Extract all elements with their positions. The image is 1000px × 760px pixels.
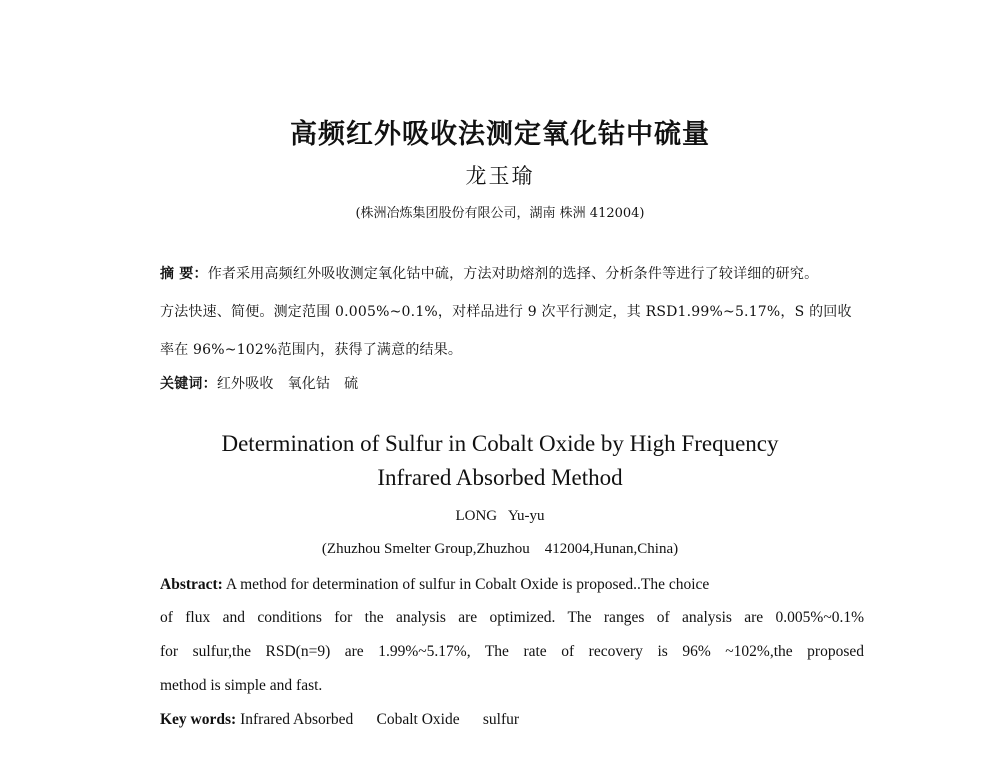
english-affiliation: (Zhuzhou Smelter Group,Zhuzhou 412004,Hunan,China)	[321, 541, 679, 557]
english-abstract-label: Abstract:	[160, 576, 223, 593]
chinese-abstract-line-2: 方法快速、简便。测定范围 0.005%~0.1%，对样品进行 9 次平行测定，其 RSD1.99%~5.17%，S 的回收	[160, 304, 852, 320]
english-keywords-text: Infrared Absorbed Cobalt Oxide sulfur	[240, 711, 520, 728]
english-keywords-label: Key words:	[160, 711, 237, 728]
chinese-keywords	[160, 373, 358, 393]
english-abstract-line-3: for sulfur,the RSD(n=9) are 1.99%~5.17%, The rate of recovery is 96% ~102%,the proposed	[160, 643, 864, 660]
chinese-author: 龙玉瑜	[465, 164, 535, 188]
chinese-abstract-label: 摘 要：	[160, 266, 208, 282]
english-title-line-2: Infrared Absorbed Method	[377, 465, 623, 490]
english-abstract-line-1	[160, 576, 709, 594]
english-author: LONG Yu-yu	[455, 508, 545, 524]
chinese-abstract-line-3: 率在 96%~102%范围内，获得了满意的结果。	[160, 342, 463, 358]
english-abstract-line-2: of flux and conditions for the analysis are optimized. The ranges of analysis are 0.005%~0.1%	[160, 609, 864, 626]
chinese-keywords-text: 红外吸收 氧化钴 硫	[216, 376, 359, 392]
chinese-abstract-text: 作者采用高频红外吸收测定氧化钴中硫，方法对助熔剂的选择、分析条件等进行了较详细的研究。	[207, 266, 819, 282]
english-abstract-line-4: method is simple and fast.	[160, 677, 323, 694]
chinese-abstract-line-1	[160, 263, 818, 283]
english-title-line-1: Determination of Sulfur in Cobalt Oxide by High Frequency	[221, 431, 779, 456]
chinese-affiliation: (株洲冶炼集团股份有限公司，湖南 株洲 412004)	[355, 206, 645, 221]
chinese-title: 高频红外吸收法测定氧化钴中硫量	[290, 119, 710, 150]
english-keywords	[160, 711, 519, 729]
chinese-keywords-label: 关键词：	[160, 376, 217, 392]
english-abstract-text: A method for determination of sulfur in Cobalt Oxide is proposed..The choice	[225, 576, 710, 593]
